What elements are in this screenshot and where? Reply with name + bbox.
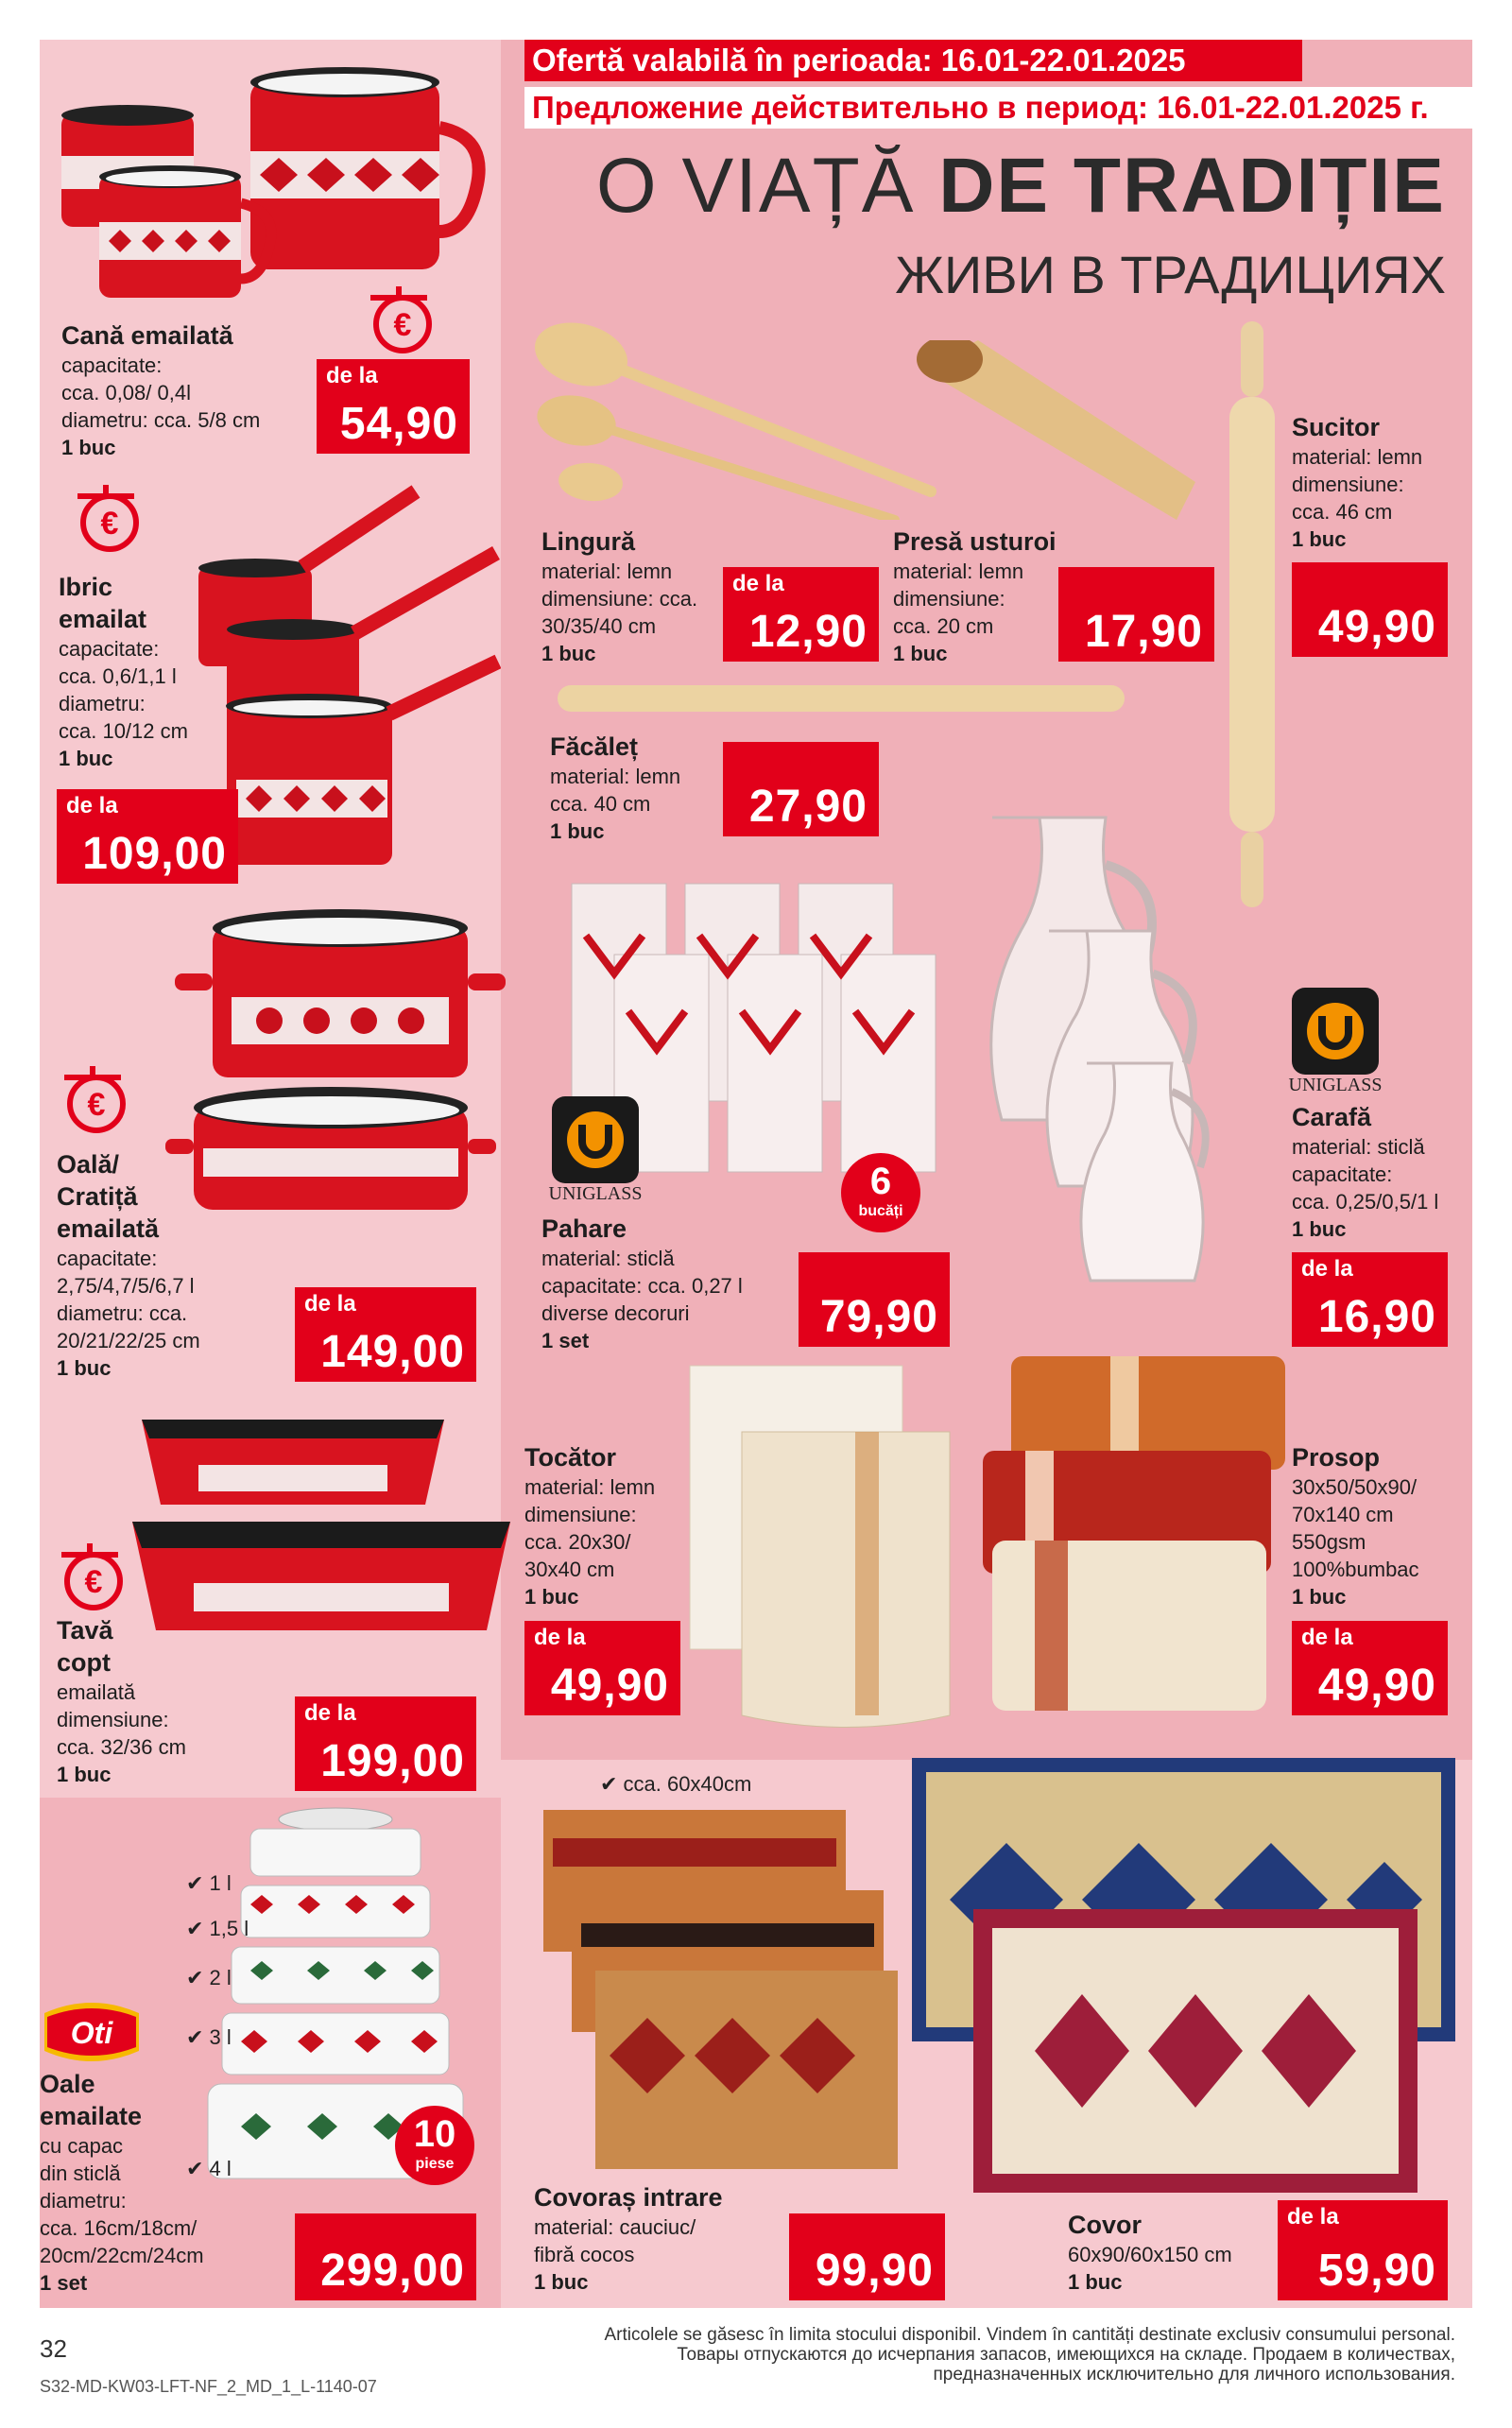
price-cana: de la 54,90: [317, 359, 470, 454]
price-tocator: de la 49,90: [524, 1621, 680, 1715]
offer-banner-ru: Предложение действительно в период: 16.01-22.01.2025 г.: [524, 87, 1477, 129]
size-label: ✔ 1 l: [186, 1871, 232, 1895]
product-presa: Presă usturoi material: lemn dimensiune: cca. 20 cm 1 buc: [893, 527, 1057, 665]
product-oala: Oală/ Cratiță emailată capacitate: 2,75/4,7/5/6,7 l diametru: cca. 20/21/22/25 cm 1 buc: [57, 1150, 200, 1380]
enamel-e-logo-icon: [68, 477, 155, 557]
product-facalet: Făcăleț material: lemn cca. 40 cm 1 buc: [550, 732, 681, 843]
price-lingura: de la 12,90: [723, 567, 879, 662]
subheadline-ru: ЖИВИ В ТРАДИЦИЯХ: [895, 245, 1446, 304]
product-lingura: Lingură material: lemn dimensiune: cca. 30/35/40 cm 1 buc: [541, 527, 698, 665]
price-pahare: 79,90: [799, 1252, 950, 1347]
price-presa: 17,90: [1058, 567, 1214, 662]
pieces-badge: 6 bucăți: [841, 1153, 920, 1232]
rolling-pin-image: [558, 676, 1125, 723]
price-prosop: de la 49,90: [1292, 1621, 1448, 1715]
rugs-image: [912, 1758, 1460, 2197]
oti-logo-icon: [40, 1996, 144, 2064]
towels-image: [978, 1352, 1290, 1730]
product-prosop: Prosop 30x50/50x90/ 70x140 cm 550gsm 100%bumbac 1 buc: [1292, 1443, 1419, 1609]
offer-banner-ro: Ofertă valabilă în perioada: 16.01-22.01.2025: [524, 40, 1302, 81]
uniglass-logo-icon: UNIGLASS: [1283, 988, 1387, 1096]
svg-text:Oti: Oti: [70, 2016, 113, 2050]
product-tava: Tavă copt emailată dimensiune: cca. 32/36 cm 1 buc: [57, 1616, 186, 1786]
product-ibric: Ibric emailat capacitate: cca. 0,6/1,1 l diametru: cca. 10/12 cm 1 buc: [59, 573, 188, 770]
price-oala: de la 149,00: [295, 1287, 476, 1382]
garlic-press-image: [912, 340, 1205, 529]
headline: O VIAȚĂ DE TRADIȚIE: [595, 143, 1446, 229]
price-covoras: 99,90: [789, 2213, 945, 2300]
wooden-spoons-image: [524, 312, 940, 520]
pieces-badge: 10 piese: [395, 2106, 474, 2185]
product-cana: Cană emailată capacitate: cca. 0,08/ 0,4l diametru: cca. 5/8 cm 1 buc: [61, 321, 261, 459]
price-carafa: de la 16,90: [1292, 1252, 1448, 1347]
product-sucitor: Sucitor material: lemn dimensiune: cca. 46 cm 1 buc: [1292, 413, 1423, 551]
baking-trays-image: [123, 1408, 520, 1635]
page-number: 32: [40, 2334, 67, 2363]
size-label: ✔ 3 l: [186, 2025, 232, 2049]
uniglass-logo-icon: UNIGLASS: [543, 1096, 647, 1205]
price-facalet: 27,90: [723, 742, 879, 836]
svg-text:€: €: [393, 307, 412, 343]
size-label: ✔ 2 l: [186, 1966, 232, 1989]
price-covor: de la 59,90: [1278, 2200, 1448, 2300]
size-note: ✔ cca. 60x40cm: [600, 1772, 752, 1796]
enamel-e-logo-icon: [361, 279, 448, 358]
price-ibric: de la 109,00: [57, 789, 238, 884]
product-pahare: Pahare material: sticlă capacitate: cca. 0,27 l diverse decoruri 1 set: [541, 1214, 743, 1352]
flyer-code: S32-MD-KW03-LFT-NF_2_MD_1_L-1140-07: [40, 2377, 377, 2396]
price-sucitor: 49,90: [1292, 562, 1448, 657]
cutting-boards-image: [685, 1356, 959, 1734]
product-covoras: Covoraș intrare material: cauciuc/ fibră cocos 1 buc: [534, 2183, 723, 2294]
price-tava: de la 199,00: [295, 1696, 476, 1791]
footer-disclaimer: Articolele se găsesc în limita stocului disponibil. Vindem în cantități destinate exclusiv consumului personal. Товары отпускаются до исчерпания запасов, имеющихся на складе. Продаем в количествах, предназначенных исключительно для личного использования.: [604, 2325, 1455, 2385]
svg-text:€: €: [100, 506, 119, 542]
product-carafa: Carafă material: sticlă capacitate: cca. 0,25/0,5/1 l 1 buc: [1292, 1103, 1439, 1241]
price-oale: 299,00: [295, 2213, 476, 2300]
svg-text:€: €: [84, 1564, 103, 1600]
glass-jugs-image: [973, 808, 1276, 1333]
enamel-e-logo-icon: [52, 1536, 139, 1615]
product-covor: Covor 60x90/60x150 cm 1 buc: [1068, 2211, 1232, 2294]
door-mats-image: [543, 1810, 898, 2174]
svg-text:€: €: [87, 1087, 106, 1123]
product-tocator: Tocător material: lemn dimensiune: cca. 20x30/ 30x40 cm 1 buc: [524, 1443, 656, 1609]
size-label: ✔ 4 l: [186, 2157, 232, 2180]
size-label: ✔ 1,5 l: [186, 1917, 249, 1940]
enamel-e-logo-icon: [55, 1059, 142, 1138]
product-oale: Oale emailate cu capac din sticlă diametru: cca. 16cm/18cm/ 20cm/22cm/24cm 1 set: [40, 2070, 204, 2295]
